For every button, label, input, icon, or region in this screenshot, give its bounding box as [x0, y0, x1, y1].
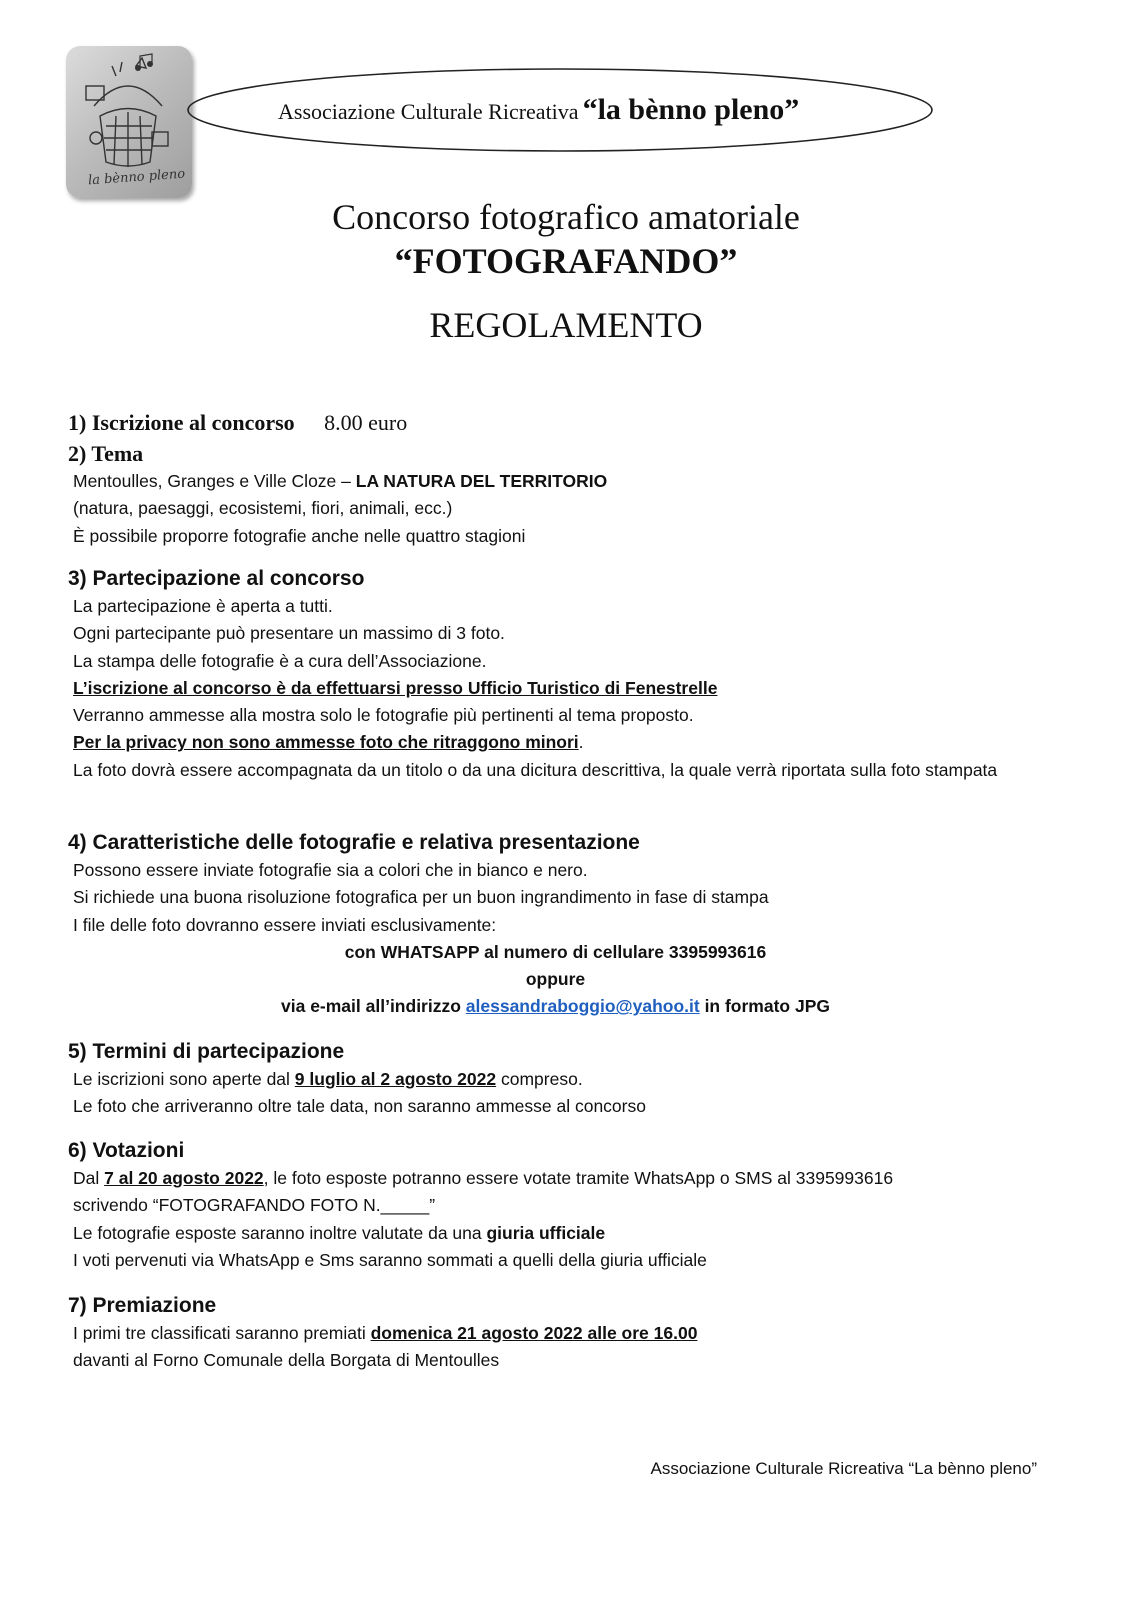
awards-line-2: davanti al Forno Comunale della Borgata di Mentoulles — [73, 1350, 500, 1371]
association-title — [278, 93, 799, 127]
association-name: “la bènno pleno” — [582, 93, 800, 126]
specs-line-3: I file delle foto dovranno essere inviati esclusivamente: — [73, 914, 497, 935]
voting-details: , le foto esposte potranno essere votate tramite WhatsApp o SMS al 3395993616 — [263, 1168, 894, 1188]
rules-heading: REGOLAMENTO — [429, 305, 703, 345]
or-line: oppure — [525, 969, 586, 990]
contest-title: Concorso fotografico amatoriale — [332, 197, 800, 237]
association-logo — [66, 46, 192, 198]
deadlines-line-1 — [73, 1066, 1058, 1093]
voting-prefix: Dal — [73, 1168, 105, 1188]
theme-title: LA NATURA DEL TERRITORIO — [355, 471, 608, 491]
privacy-period: . — [578, 732, 584, 753]
deadlines-suffix: compreso. — [496, 1069, 583, 1089]
association-prefix: Associazione Culturale Ricreativa — [278, 99, 579, 124]
section-4-heading: 4) Caratteristiche delle fotografie e relativa presentazione — [68, 831, 640, 854]
contest-name: “FOTOGRAFANDO” — [394, 241, 738, 281]
participation-line-2: Ogni partecipante può presentare un massimo di 3 foto. — [73, 623, 505, 644]
section-photo-specs — [68, 829, 1058, 1021]
section-3-heading: 3) Partecipazione al concorso — [68, 567, 365, 590]
deadlines-dates: 9 luglio al 2 agosto 2022 — [294, 1069, 497, 1089]
section-1-heading: 1) Iscrizione al concorso — [68, 410, 295, 435]
participation-line-4: L’iscrizione al concorso è da effettuarsi presso Ufficio Turistico di Fenestrelle — [73, 677, 718, 698]
footer-association: Associazione Culturale Ricreativa “La bènno pleno” — [650, 1459, 1037, 1478]
whatsapp-line: con WHATSAPP al numero di cellulare 3395993616 — [344, 941, 767, 962]
awards-prefix: I primi tre classificati saranno premiati — [73, 1323, 371, 1343]
theme-places: Mentoulles, Granges e Ville Cloze – — [73, 471, 356, 491]
jury-prefix: Le fotografie esposte saranno inoltre valutate da una — [73, 1222, 487, 1243]
participation-line-7: La foto dovrà essere accompagnata da un titolo o da una dicitura descrittiva, la quale verrà riportata sulla foto stampata — [73, 759, 998, 780]
section-awards — [68, 1292, 1058, 1375]
awards-date: domenica 21 agosto 2022 alle ore 16.00 — [370, 1323, 698, 1343]
section-theme — [68, 440, 1058, 550]
section-voting — [68, 1137, 1058, 1274]
section-heading — [68, 409, 1058, 437]
registration-fee: 8.00 euro — [324, 410, 408, 435]
section-6-heading: 6) Votazioni — [68, 1139, 185, 1162]
section-participation — [68, 565, 1058, 784]
jury-label: giuria ufficiale — [486, 1222, 606, 1243]
participation-line-5: Verranno ammesse alla mostra solo le fotografie più pertinenti al tema proposto. — [73, 705, 694, 726]
voting-dates: 7 al 20 agosto 2022 — [104, 1168, 264, 1188]
section-5-heading: 5) Termini di partecipazione — [68, 1040, 345, 1063]
voting-line-2: scrivendo “FOTOGRAFANDO FOTO N._____” — [73, 1195, 436, 1216]
participation-line-6 — [73, 729, 1058, 756]
email-prefix: via e-mail all’indirizzo — [281, 996, 466, 1017]
awards-line-1 — [73, 1320, 1058, 1347]
theme-line — [73, 468, 1058, 495]
specs-line-2: Si richiede una buona risoluzione fotografica per un buon ingrandimento in fase di stampa — [73, 887, 769, 908]
voting-line-1 — [73, 1165, 1058, 1192]
participation-line-3: La stampa delle fotografie è a cura dell’Associazione. — [73, 650, 487, 671]
section-7-heading: 7) Premiazione — [68, 1294, 217, 1317]
email-link[interactable]: alessandraboggio@yahoo.it — [465, 996, 700, 1017]
section-registration — [68, 409, 1058, 437]
section-deadlines — [68, 1038, 1058, 1121]
section-2-heading: 2) Tema — [68, 441, 144, 466]
privacy-note: Per la privacy non sono ammesse foto che ritraggono minori — [73, 732, 579, 753]
voting-line-4: I voti pervenuti via WhatsApp e Sms saranno sommati a quelli della giuria ufficiale — [73, 1249, 707, 1270]
deadlines-line-2: Le foto che arriveranno oltre tale data, non saranno ammesse al concorso — [73, 1096, 646, 1117]
participation-line-1: La partecipazione è aperta a tutti. — [73, 596, 333, 616]
email-line — [68, 993, 1043, 1020]
theme-examples: (natura, paesaggi, ecosistemi, fiori, animali, ecc.) — [73, 498, 453, 519]
logo-caption: la bènno pleno — [87, 166, 186, 189]
specs-line-1: Possono essere inviate fotografie sia a colori che in bianco e nero. — [73, 860, 588, 880]
voting-line-3 — [73, 1220, 1058, 1247]
email-suffix: in formato JPG — [699, 996, 830, 1017]
deadlines-prefix: Le iscrizioni sono aperte dal — [73, 1069, 295, 1089]
theme-seasons: È possibile proporre fotografie anche nelle quattro stagioni — [73, 525, 526, 546]
